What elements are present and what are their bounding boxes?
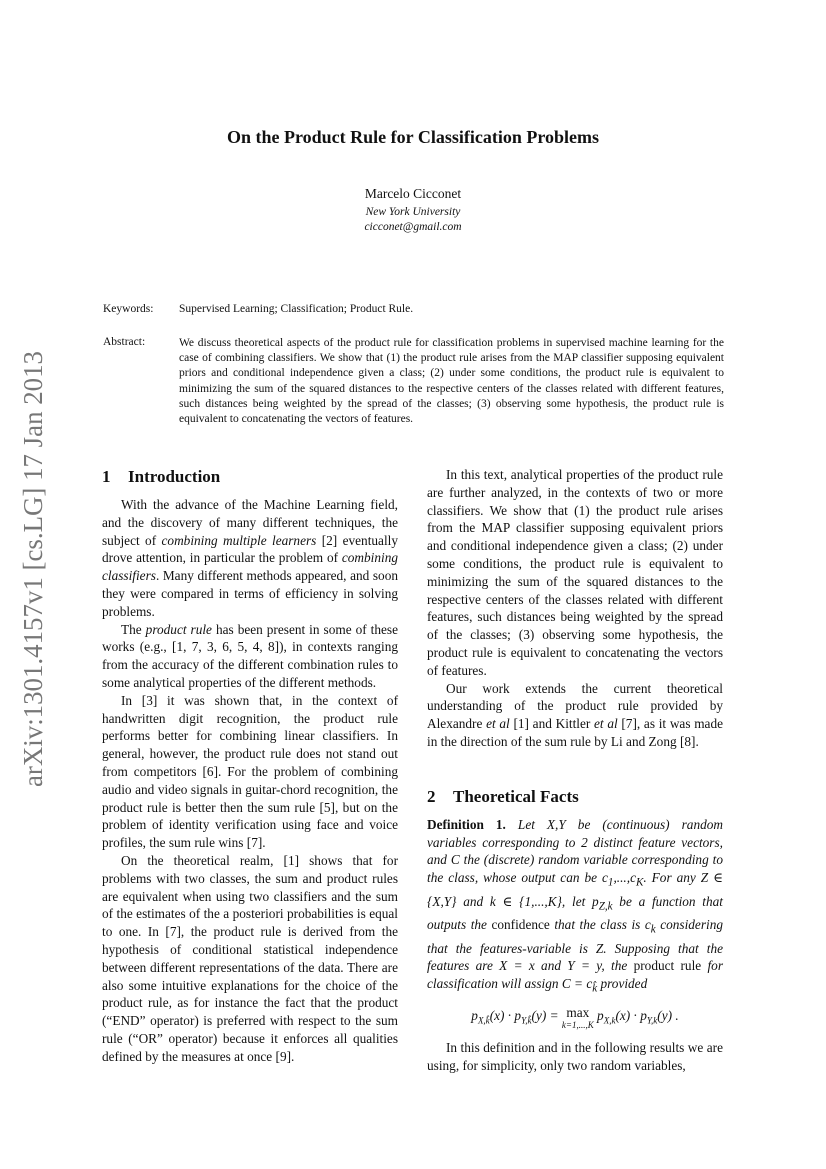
author-affiliation: New York University (365, 206, 461, 218)
keywords-text: Supervised Learning; Classification; Product Rule. (179, 303, 414, 315)
intro-paragraph-5: In this text, analytical properties of the product rule are further analyzed, in the contexts of two or more classifiers. We show that (1) the product rule arises from the MAP classifier supposing equivalent priors and conditional independence given a class; (2) under some conditions, the product rule is equivalent to minimizing the sum of the squared distances to the respective centers of the classes related with different features, such distances being weighted by the spread of the classes; (3) observing some hypothesis, the product rule is equivalent to concatenating the vectors of features. (427, 467, 723, 678)
definition-1: Definition 1. Let X,Y be (continuous) random variables corresponding to 2 distinct feature vectors, and C the (discrete) random variable corresponding to the class, whose output can be $c_1,...,c_K$. For any Z ∈ {X,Y} and k ∈ {1,...,K}, let $p_{Z,k}$ be a function that outputs the confidence that the class is $c_k$ considering that the features-variable is Z. Supposing that the features are X = x and Y = y, the product rule for classification will assign $C = c_{k̂}$ provided (427, 816, 724, 995)
right-column (427, 466, 723, 1075)
arxiv-identifier (18, 350, 50, 788)
intro-paragraph-6: Our work extends the current theoretical understanding of the product rule provided by Alexandre et al [1] and Kittler et al [7], as it was made in the direction of the sum rule by Li and Zong [8]. (427, 680, 724, 749)
definition-followup-paragraph: In this definition and in the following results we are using, for simplicity, only two random variables, (427, 1040, 723, 1073)
section-heading-introduction: 1 Introduction (102, 467, 221, 486)
left-column (102, 466, 398, 1066)
intro-paragraph-1: With the advance of the Machine Learning field, and the discovery of many different techniques, the subject of combining multiple learners [2] eventually drove attention, in particular the problem of combining classifiers. Many different methods appeared, and soon they were compared in terms of efficiency in solving problems. (102, 497, 398, 619)
abstract-label: Abstract: (103, 336, 146, 348)
keywords-label: Keywords: (103, 303, 154, 315)
paper-title: On the Product Rule for Classification Problems (227, 127, 599, 147)
arxiv-stamp (18, 350, 50, 788)
abstract-text: We discuss theoretical aspects of the product rule for classification problems in supervised machine learning for the case of combining classifiers. We show that (1) the product rule arises from the MAP classifier supposing equivalent priors and conditional independence given a class; (2) under some conditions, the product rule is equivalent to minimizing the sum of the squared distances to the respective centers of the classes related with different features, such distances being weighted by the spread of the classes; (3) observing some hypothesis, the product rule is equivalent to concatenating the vectors of features. (179, 337, 724, 426)
author-email: cicconet@gmail.com (364, 221, 462, 233)
intro-paragraph-3: In [3] it was shown that, in the context of handwritten digit recognition, the product rule performs better for combining linear classifiers. In general, however, the product rule does not stand out from competitors [6]. For the problem of combining audio and video signals in guitar-chord recognition, the product rule is better then the sum rule [5], but on the problem of identity verification using face and voice profiles, the sum rule wins [7]. (102, 692, 398, 851)
intro-paragraph-4: On the theoretical realm, [1] shows that for problems with two classes, the sum and product rules are equivalent when using two classifiers and the sum of the estimates of the a posteriori probabilities is equal to one. In [7], the product rule is derived from the hypothesis of conditional statistical independence between different representations of the data. There are also some intuitive explanations for the choice of the product rule, as for instance the fact that the product (“END” operator) is preferred with respect to the sum rule (“OR” operator) because it enforces all qualities defined by the measures at once [9]. (102, 852, 398, 1064)
section-heading-theoretical-facts: 2 Theoretical Facts (427, 786, 579, 806)
author-name: Marcelo Cicconet (364, 186, 462, 201)
intro-paragraph-2: The product rule has been present in some of these works (e.g., [1, 7, 3, 6, 5, 4, 8]), in contexts ranging from the accuracy of the different combination rules to some analytical properties of the different methods. (102, 621, 398, 690)
arxiv-id-text: arXiv:1301.4157v1 [cs.LG] 17 Jan 2013 (18, 350, 48, 787)
product-rule-equation: $p_{X,k̂}(x) \cdot p_{Y,k̂}(y) = \max$ k=1,...,K $p_{X,k}(x) \cdot p_{Y,k}(y)$ . (471, 1004, 679, 1030)
